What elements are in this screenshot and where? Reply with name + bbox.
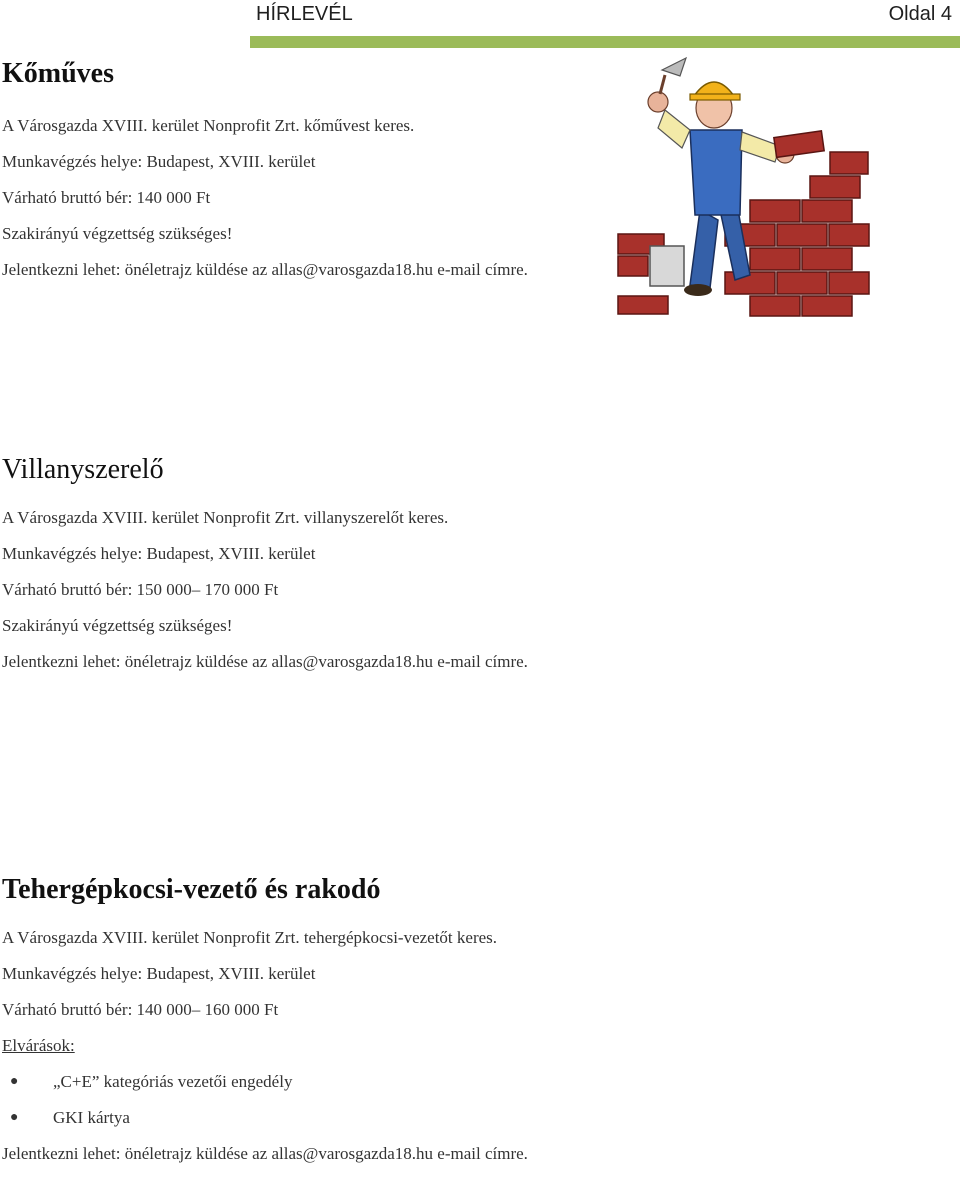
newsletter-title: HÍRLEVÉL [256, 3, 353, 25]
job-line: Jelentkezni lehet: önéletrajz küldése az allas@varosgazda18.hu e-mail címre. [2, 260, 528, 279]
job-line: Szakirányú végzettség szükséges! [2, 616, 233, 635]
header-accent-bar [250, 36, 960, 48]
requirement-text: „C+E” kategóriás vezetői engedély [53, 1072, 293, 1091]
job-line: Jelentkezni lehet: önéletrajz küldése az allas@varosgazda18.hu e-mail címre. [2, 1144, 528, 1163]
section-heading: Kőműves [2, 58, 114, 89]
job-line: Várható bruttó bér: 140 000– 160 000 Ft [2, 1000, 279, 1019]
job-line: Szakirányú végzettség szükséges! [2, 224, 233, 243]
requirement-item [2, 1100, 528, 1136]
requirement-item [2, 1064, 528, 1100]
bricklayer-clipart-icon [610, 50, 880, 320]
job-line: Munkavégzés helye: Budapest, XVIII. kerület [2, 964, 316, 983]
job-section-tehergepkocsi [2, 872, 528, 1172]
job-line: Munkavégzés helye: Budapest, XVIII. kerület [2, 544, 316, 563]
page-number: Oldal 4 [888, 3, 952, 25]
job-line: Jelentkezni lehet: önéletrajz küldése az allas@varosgazda18.hu e-mail címre. [2, 652, 528, 671]
requirements-label: Elvárások: [2, 1036, 75, 1055]
job-section-komuves [2, 56, 528, 288]
section-heading: Tehergépkocsi-vezető és rakodó [2, 874, 381, 905]
bullet-icon: ● [10, 1110, 19, 1125]
job-section-villanyszerelo [2, 452, 528, 680]
requirement-text: GKI kártya [53, 1108, 130, 1127]
bullet-icon: ● [10, 1074, 19, 1089]
section-heading: Villanyszerelő [2, 454, 164, 485]
job-line: Várható bruttó bér: 140 000 Ft [2, 188, 211, 207]
job-line: A Városgazda XVIII. kerület Nonprofit Zrt. villanyszerelőt keres. [2, 508, 449, 527]
job-line: A Városgazda XVIII. kerület Nonprofit Zrt. tehergépkocsi-vezetőt keres. [2, 928, 498, 947]
job-line: Munkavégzés helye: Budapest, XVIII. kerület [2, 152, 316, 171]
job-line: A Városgazda XVIII. kerület Nonprofit Zrt. kőművest keres. [2, 116, 415, 135]
job-line: Várható bruttó bér: 150 000– 170 000 Ft [2, 580, 279, 599]
page-header [0, 0, 960, 52]
